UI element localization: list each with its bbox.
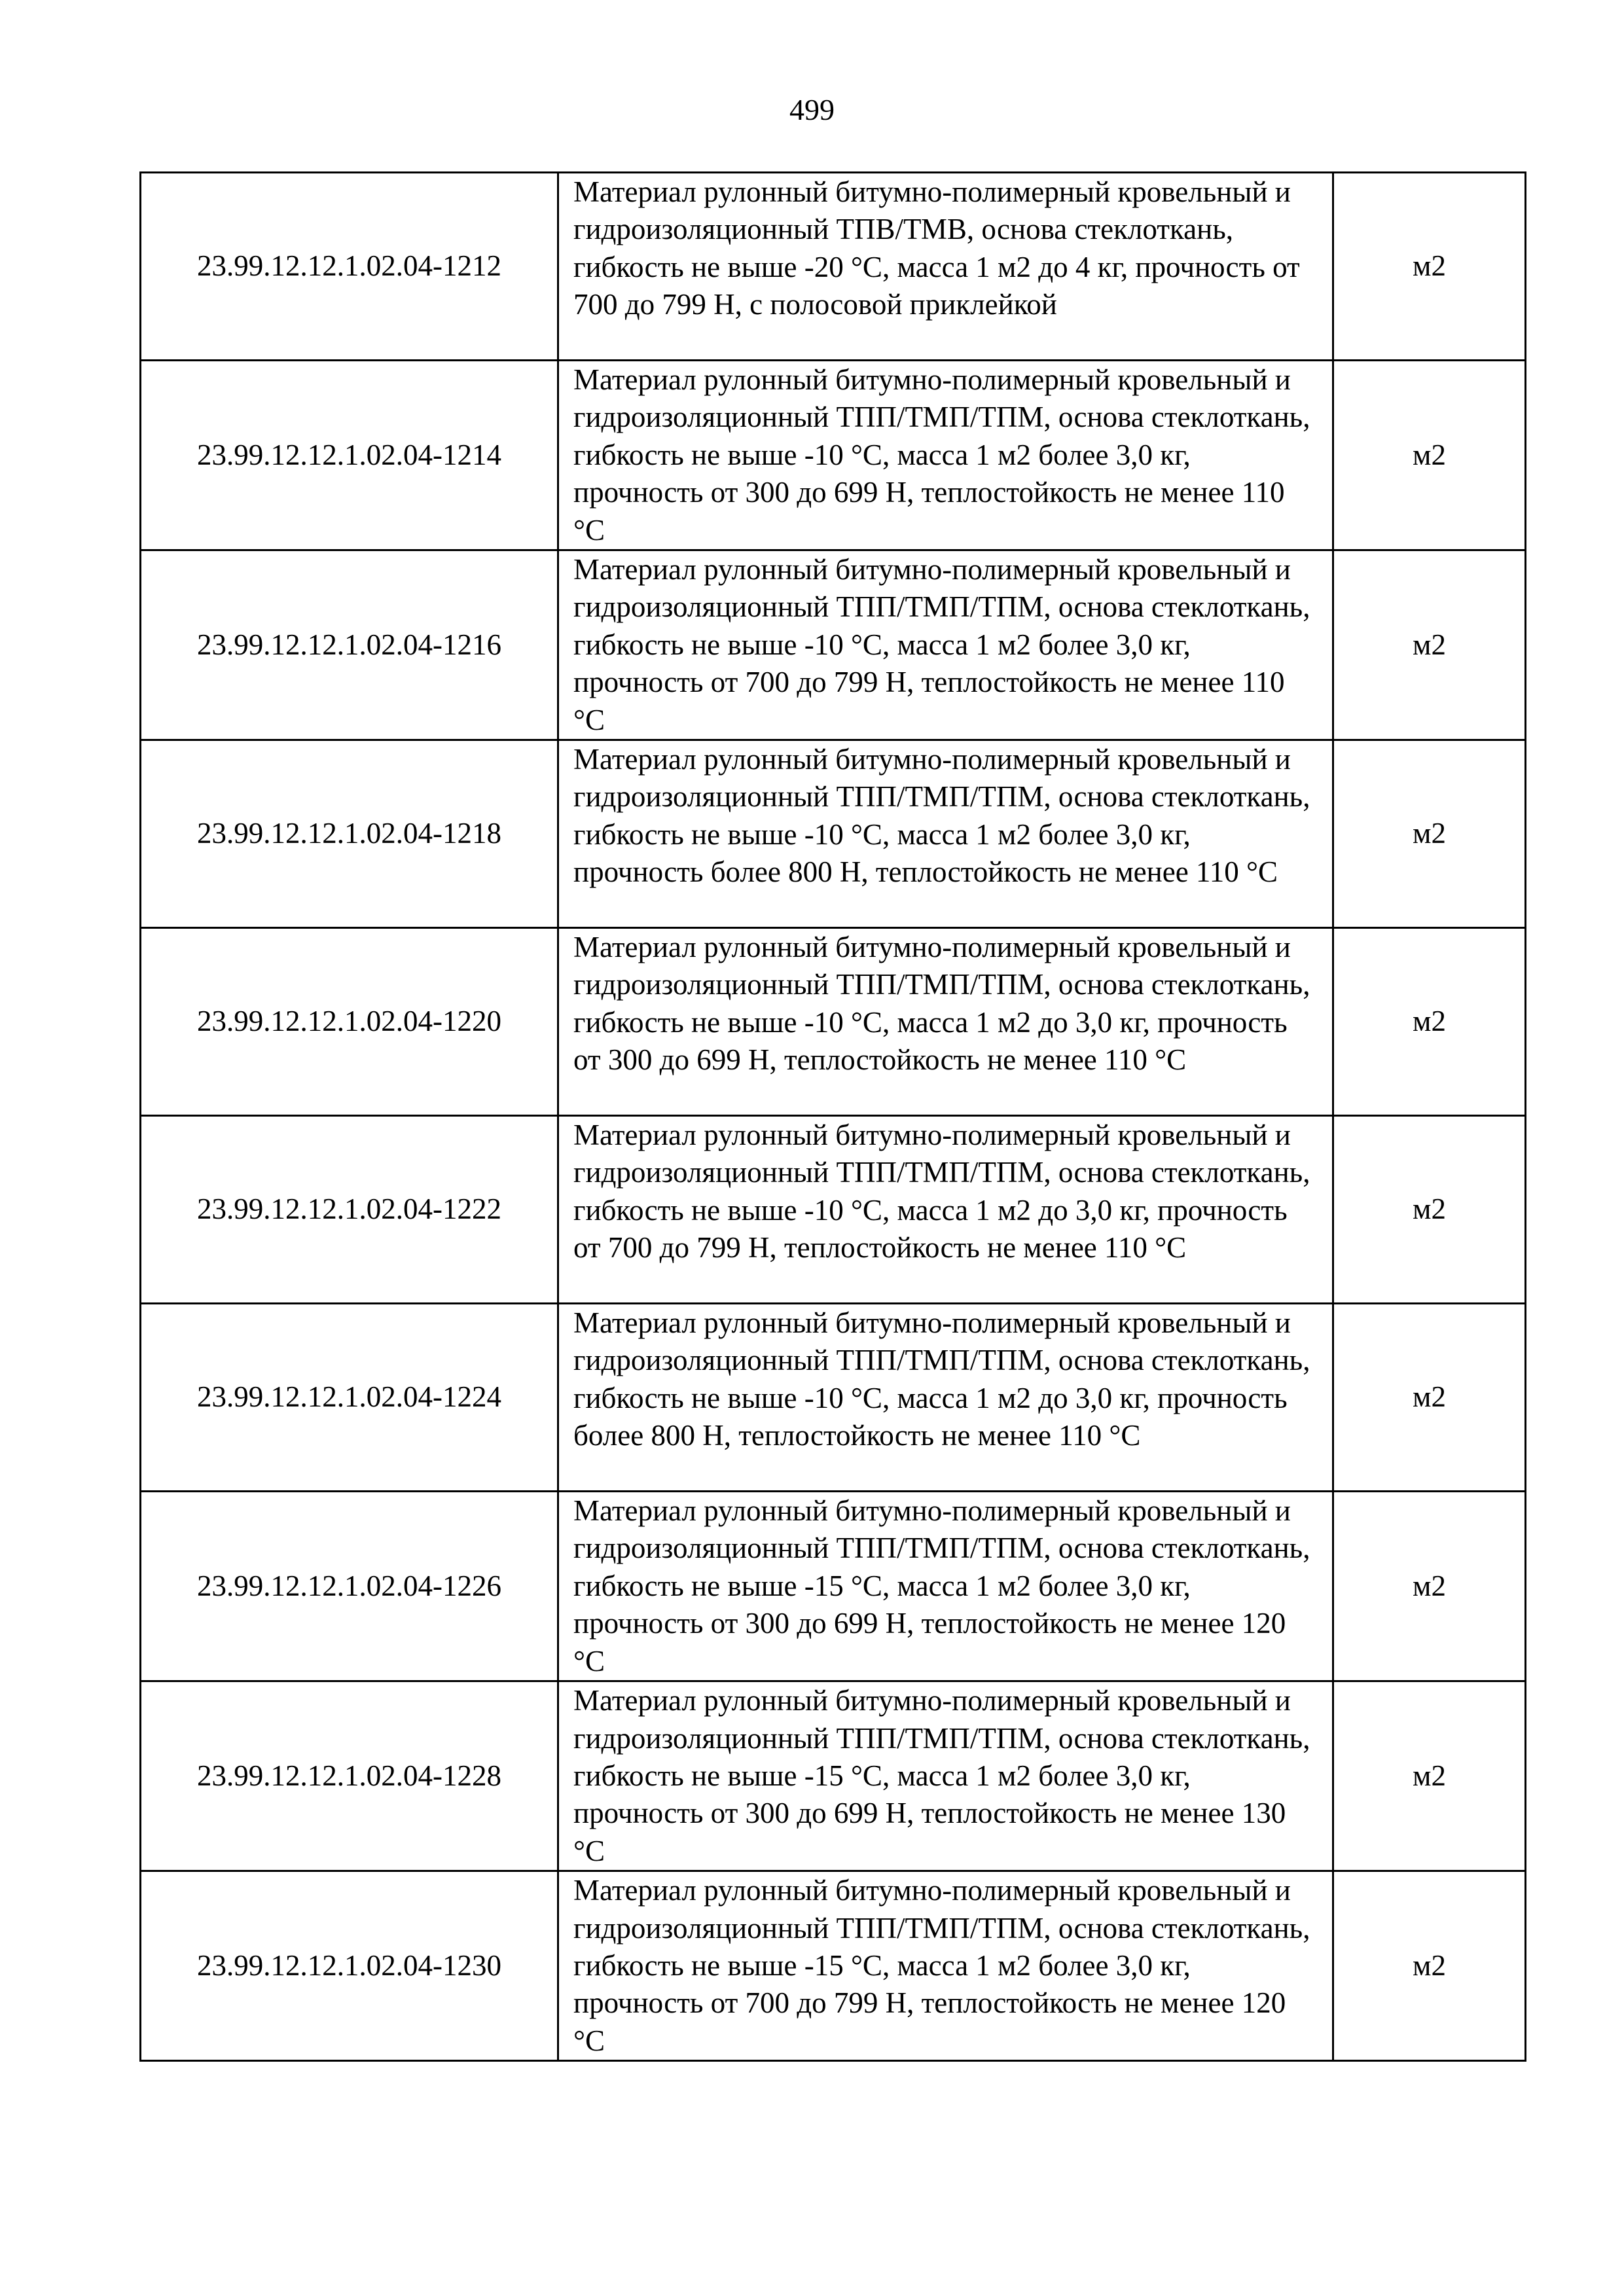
code-cell: 23.99.12.12.1.02.04-1230 <box>141 1871 558 2061</box>
table-row <box>141 1871 1526 2061</box>
unit-cell: м2 <box>1333 1871 1526 2061</box>
description-cell: Материал рулонный битумно-полимерный кровельный и гидроизоляционный ТПП/ТМП/ТПМ, основа стеклоткань, гибкость не выше -15 °С, масса 1 м2 более 3,0 кг, прочность от 300 до 699 Н, теплостойкость не менее 130 °С <box>558 1681 1333 1871</box>
description-cell: Материал рулонный битумно-полимерный кровельный и гидроизоляционный ТПП/ТМП/ТПМ, основа стеклоткань, гибкость не выше -10 °С, масса 1 м2 до 3,0 кг, прочность от 300 до 699 Н, теплостойкость не менее 110 °С <box>558 928 1333 1116</box>
code-cell: 23.99.12.12.1.02.04-1220 <box>141 928 558 1116</box>
unit-cell: м2 <box>1333 1492 1526 1681</box>
description-cell: Материал рулонный битумно-полимерный кровельный и гидроизоляционный ТПП/ТМП/ТПМ, основа стеклоткань, гибкость не выше -15 °С, масса 1 м2 более 3,0 кг, прочность от 700 до 799 Н, теплостойкость не менее 120 °С <box>558 1871 1333 2061</box>
unit-cell: м2 <box>1333 1116 1526 1304</box>
table-row <box>141 1681 1526 1871</box>
unit-cell: м2 <box>1333 173 1526 361</box>
unit-cell: м2 <box>1333 361 1526 550</box>
table-row <box>141 1492 1526 1681</box>
description-cell: Материал рулонный битумно-полимерный кровельный и гидроизоляционный ТПП/ТМП/ТПМ, основа стеклоткань, гибкость не выше -10 °С, масса 1 м2 более 3,0 кг, прочность от 300 до 699 Н, теплостойкость не менее 110 °С <box>558 361 1333 550</box>
table-row <box>141 928 1526 1116</box>
table-row <box>141 173 1526 361</box>
description-cell: Материал рулонный битумно-полимерный кровельный и гидроизоляционный ТПП/ТМП/ТПМ, основа стеклоткань, гибкость не выше -15 °С, масса 1 м2 более 3,0 кг, прочность от 300 до 699 Н, теплостойкость не менее 120 °С <box>558 1492 1333 1681</box>
page-number: 499 <box>789 93 835 126</box>
code-cell: 23.99.12.12.1.02.04-1214 <box>141 361 558 550</box>
description-cell: Материал рулонный битумно-полимерный кровельный и гидроизоляционный ТПП/ТМП/ТПМ, основа стеклоткань, гибкость не выше -10 °С, масса 1 м2 до 3,0 кг, прочность более 800 Н, теплостойкость не менее 110 °С <box>558 1304 1333 1492</box>
unit-cell: м2 <box>1333 740 1526 928</box>
description-cell: Материал рулонный битумно-полимерный кровельный и гидроизоляционный ТПП/ТМП/ТПМ, основа стеклоткань, гибкость не выше -10 °С, масса 1 м2 более 3,0 кг, прочность от 700 до 799 Н, теплостойкость не менее 110 °С <box>558 550 1333 740</box>
unit-cell: м2 <box>1333 1304 1526 1492</box>
description-cell: Материал рулонный битумно-полимерный кровельный и гидроизоляционный ТПП/ТМП/ТПМ, основа стеклоткань, гибкость не выше -10 °С, масса 1 м2 более 3,0 кг, прочность более 800 Н, теплостойкость не менее 110 °С <box>558 740 1333 928</box>
unit-cell: м2 <box>1333 1681 1526 1871</box>
code-cell: 23.99.12.12.1.02.04-1218 <box>141 740 558 928</box>
code-cell: 23.99.12.12.1.02.04-1222 <box>141 1116 558 1304</box>
unit-cell: м2 <box>1333 550 1526 740</box>
unit-cell: м2 <box>1333 928 1526 1116</box>
code-cell: 23.99.12.12.1.02.04-1216 <box>141 550 558 740</box>
table-row <box>141 740 1526 928</box>
table-row <box>141 361 1526 550</box>
table-row <box>141 550 1526 740</box>
description-cell: Материал рулонный битумно-полимерный кровельный и гидроизоляционный ТПП/ТМП/ТПМ, основа стеклоткань, гибкость не выше -10 °С, масса 1 м2 до 3,0 кг, прочность от 700 до 799 Н, теплостойкость не менее 110 °С <box>558 1116 1333 1304</box>
code-cell: 23.99.12.12.1.02.04-1212 <box>141 173 558 361</box>
table-row <box>141 1304 1526 1492</box>
materials-table <box>139 171 1526 2062</box>
code-cell: 23.99.12.12.1.02.04-1226 <box>141 1492 558 1681</box>
description-cell: Материал рулонный битумно-полимерный кровельный и гидроизоляционный ТПВ/ТМВ, основа стеклоткань, гибкость не выше -20 °С, масса 1 м2 до 4 кг, прочность от 700 до 799 Н, с полосовой приклейкой <box>558 173 1333 361</box>
code-cell: 23.99.12.12.1.02.04-1224 <box>141 1304 558 1492</box>
table-row <box>141 1116 1526 1304</box>
code-cell: 23.99.12.12.1.02.04-1228 <box>141 1681 558 1871</box>
